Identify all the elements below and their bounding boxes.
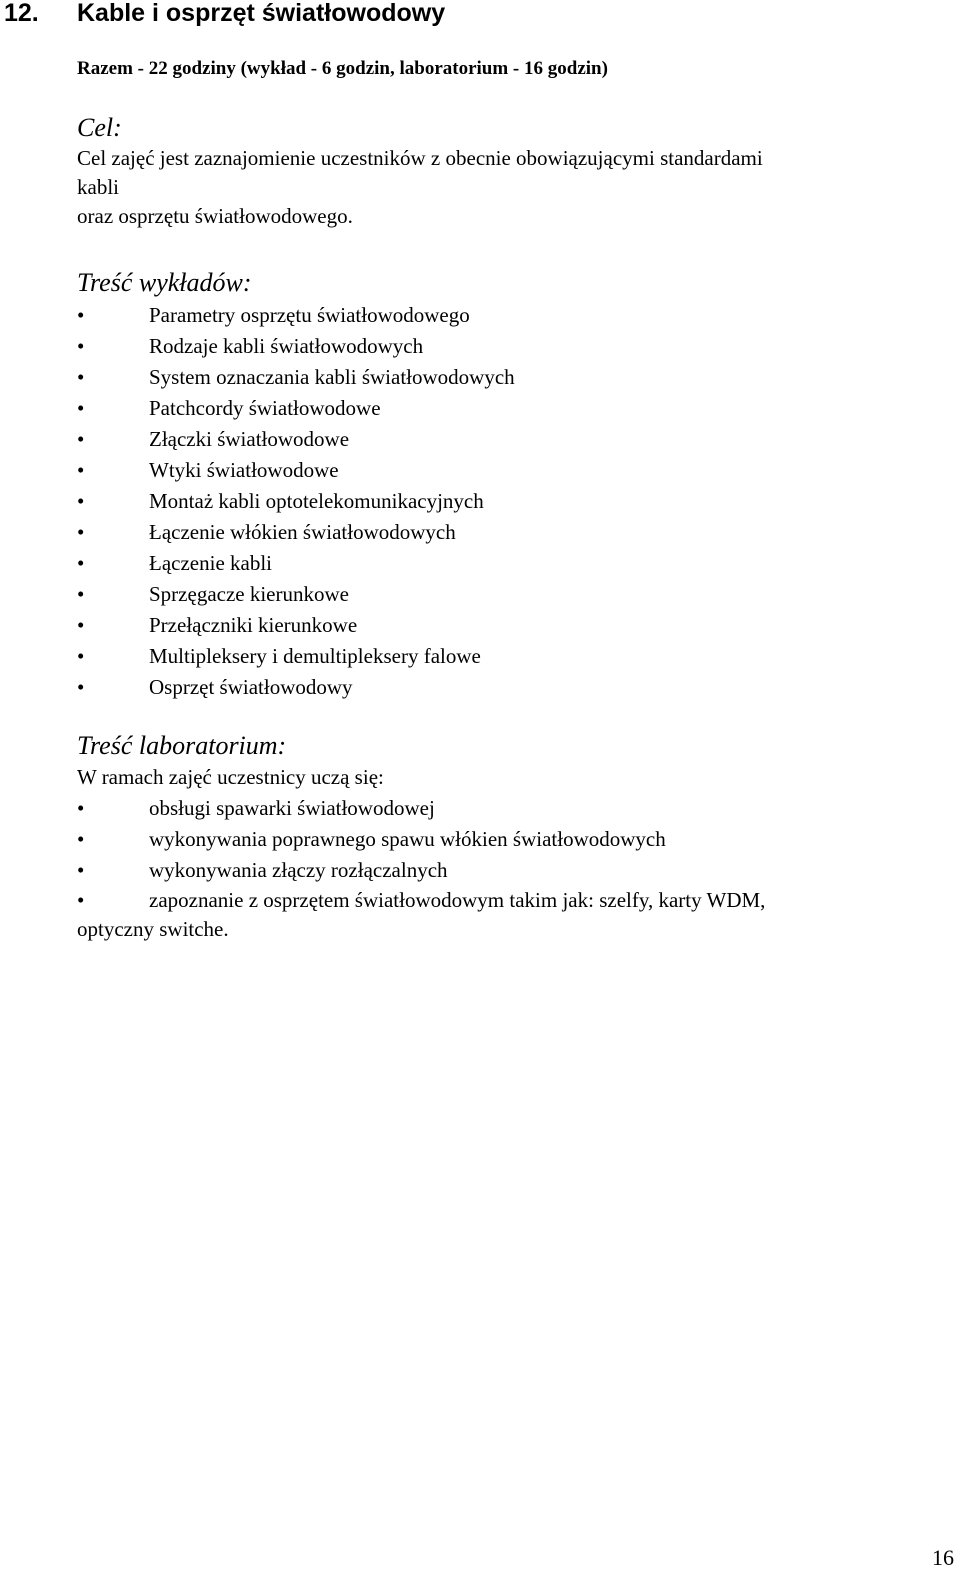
bullet-icon: • <box>77 796 85 820</box>
lectures-list <box>77 300 927 703</box>
bullet-icon: • <box>77 458 85 482</box>
lab-heading: Treść laboratorium: <box>77 731 287 760</box>
list-item: • wykonywania złączy rozłączalnych <box>77 855 927 886</box>
bullet-icon: • <box>77 334 85 358</box>
list-item: • Parametry osprzętu światłowodowego <box>77 300 927 331</box>
hours-summary: Razem - 22 godziny (wykład - 6 godzin, laboratorium - 16 godzin) <box>77 58 608 79</box>
bullet-icon: • <box>77 888 85 912</box>
bullet-icon: • <box>77 675 85 699</box>
goal-line-1: Cel zajęć jest zaznajomienie uczestników z obecnie obowiązującymi standardami <box>77 146 763 170</box>
page-number: 16 <box>932 1545 954 1570</box>
bullet-icon: • <box>77 827 85 851</box>
goal-line-2: kabli <box>77 175 119 199</box>
list-item: • Przełączniki kierunkowe <box>77 610 927 641</box>
list-item: • Patchcordy światłowodowe <box>77 393 927 424</box>
section-heading <box>0 0 940 30</box>
bullet-icon: • <box>77 551 85 575</box>
goal-text <box>77 144 927 231</box>
lectures-heading: Treść wykładów: <box>77 268 252 297</box>
list-item: • Sprzęgacze kierunkowe <box>77 579 927 610</box>
bullet-icon: • <box>77 582 85 606</box>
list-item-continuation: optyczny switche. <box>77 917 229 941</box>
bullet-icon: • <box>77 427 85 451</box>
lab-intro: W ramach zajęć uczestnicy uczą się: <box>77 765 384 789</box>
goal-heading: Cel: <box>77 113 122 142</box>
list-item: • Wtyki światłowodowe <box>77 455 927 486</box>
bullet-icon: • <box>77 644 85 668</box>
section-title: Kable i osprzęt światłowodowy <box>77 0 446 27</box>
list-item: • Złączki światłowodowe <box>77 424 927 455</box>
list-item: • Osprzęt światłowodowy <box>77 672 927 703</box>
bullet-icon: • <box>77 303 85 327</box>
bullet-icon: • <box>77 520 85 544</box>
lab-list <box>77 793 927 944</box>
bullet-icon: • <box>77 396 85 420</box>
list-item: • Łączenie kabli <box>77 548 927 579</box>
list-item: • Multipleksery i demultipleksery falowe <box>77 641 927 672</box>
list-item: • zapoznanie z osprzętem światłowodowym takim jak: szelfy, karty WDM, optyczny switche. <box>77 886 927 944</box>
list-item: • Rodzaje kabli światłowodowych <box>77 331 927 362</box>
section-number: 12. <box>4 0 39 27</box>
list-item: • Łączenie włókien światłowodowych <box>77 517 927 548</box>
bullet-icon: • <box>77 858 85 882</box>
list-item: • Montaż kabli optotelekomunikacyjnych <box>77 486 927 517</box>
list-item: • obsługi spawarki światłowodowej <box>77 793 927 824</box>
bullet-icon: • <box>77 489 85 513</box>
bullet-icon: • <box>77 613 85 637</box>
goal-line-3: oraz osprzętu światłowodowego. <box>77 204 353 228</box>
list-item: • System oznaczania kabli światłowodowych <box>77 362 927 393</box>
bullet-icon: • <box>77 365 85 389</box>
list-item: • wykonywania poprawnego spawu włókien światłowodowych <box>77 824 927 855</box>
